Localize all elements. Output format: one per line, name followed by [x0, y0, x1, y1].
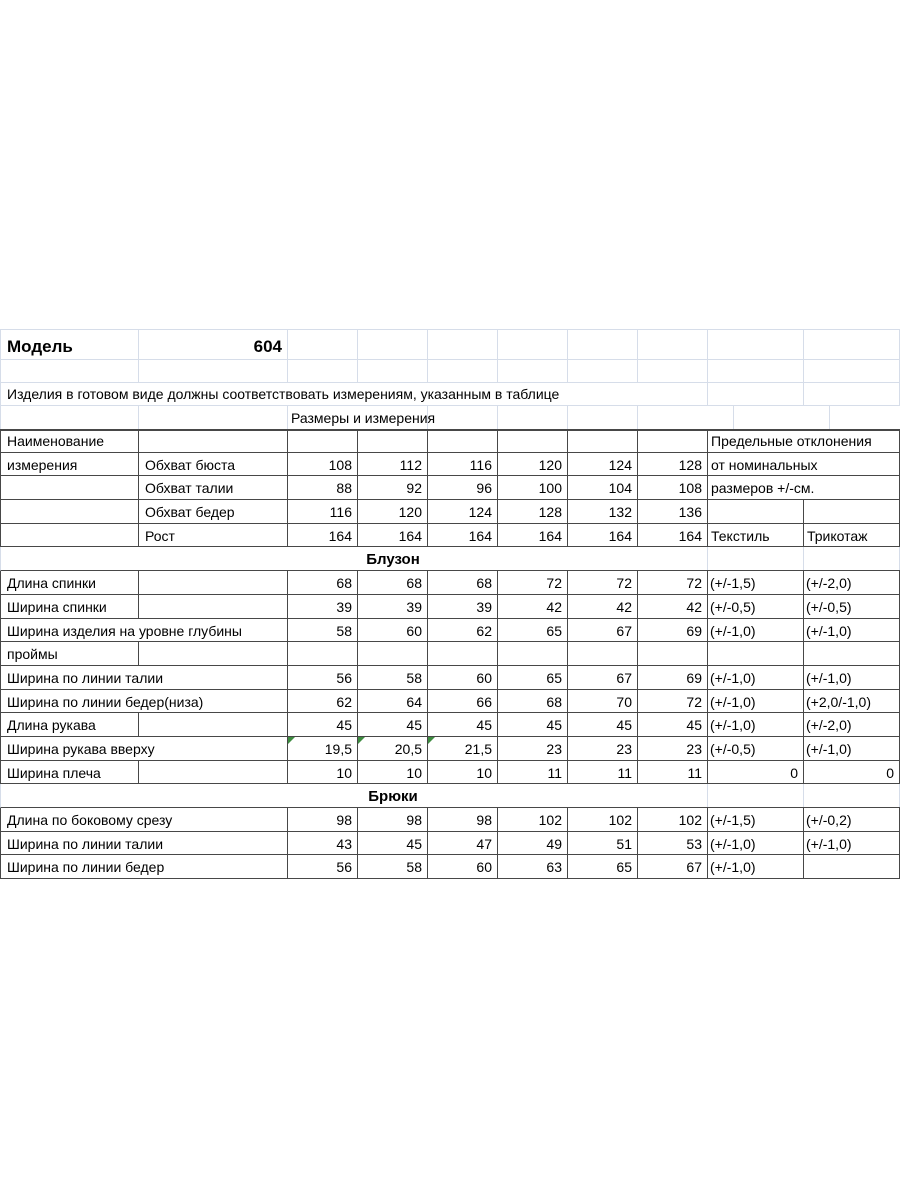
measurement-value-cell: 11	[638, 761, 708, 784]
size-value-cell: 100	[498, 476, 568, 499]
tolerance-textile-cell: (+/-1,5)	[708, 571, 804, 594]
size-value-cell: 128	[638, 453, 708, 476]
measurement-value-cell: 42	[638, 595, 708, 618]
tolerance-textile-cell: (+/-1,0)	[708, 855, 804, 878]
size-value-cell: 116	[288, 500, 358, 523]
measurement-value-cell: 42	[498, 595, 568, 618]
header-name-cell	[1, 524, 139, 547]
measurement-value-cell: 67	[568, 619, 638, 642]
empty-cell	[804, 330, 900, 359]
empty-cell	[804, 784, 900, 807]
tolerance-knitwear-cell: (+/-0,5)	[804, 595, 900, 618]
empty-cell	[638, 360, 708, 382]
table-row	[0, 666, 900, 690]
measurement-label: Длина рукава	[1, 713, 139, 736]
model-label: Модель	[1, 330, 139, 359]
empty-cell	[288, 431, 358, 452]
size-value-cell: 92	[358, 476, 428, 499]
size-header-row	[0, 524, 900, 548]
size-value-cell: 112	[358, 453, 428, 476]
measurement-value-cell: 102	[498, 808, 568, 831]
measurement-value-cell: 65	[498, 666, 568, 689]
measurement-label: Ширина по линии талии	[1, 666, 288, 689]
empty-cell	[708, 360, 804, 382]
header-name-cell: Наименование	[1, 431, 139, 452]
measurement-value-cell: 98	[288, 808, 358, 831]
measurement-label: Ширина по линии бедер	[1, 855, 288, 878]
measurement-label: проймы	[1, 642, 139, 665]
measurement-value-cell: 39	[358, 595, 428, 618]
empty-cell	[804, 500, 900, 523]
empty-cell	[568, 360, 638, 382]
tolerance-knitwear-cell	[804, 855, 900, 878]
section-header-row	[0, 547, 900, 571]
cell-flag-green-triangle-icon	[288, 737, 295, 744]
empty-cell	[1, 547, 288, 570]
measurement-label: Длина по боковому срезу	[1, 808, 288, 831]
size-chart-sheet	[0, 329, 900, 879]
measurement-label: Ширина спинки	[1, 595, 139, 618]
empty-cell	[498, 360, 568, 382]
empty-row	[0, 360, 900, 383]
intro-text: Изделия в готовом виде должны соответствовать измерениям, указанным в таблице	[1, 383, 708, 405]
empty-cell	[139, 571, 288, 594]
measurement-value-cell: 56	[288, 666, 358, 689]
size-value-cell: 108	[288, 453, 358, 476]
empty-cell	[139, 431, 288, 452]
sheet-body	[0, 429, 900, 879]
empty-cell	[638, 330, 708, 359]
empty-cell	[708, 383, 804, 405]
deviation-note-cell: Предельные отклонения	[708, 431, 900, 452]
tolerance-knitwear-cell: (+/-1,0)	[804, 619, 900, 642]
measurement-value-cell: 23	[568, 737, 638, 760]
measurement-label: Ширина рукава вверху	[1, 737, 288, 760]
size-value-cell: 164	[288, 524, 358, 547]
tolerance-textile-cell: (+/-1,0)	[708, 832, 804, 855]
tolerance-knitwear-cell: (+/-1,0)	[804, 666, 900, 689]
measurement-value-cell: 98	[428, 808, 498, 831]
empty-cell	[498, 784, 708, 807]
intro-row	[0, 383, 900, 406]
size-value-cell: 124	[428, 500, 498, 523]
measurement-value-cell: 68	[358, 571, 428, 594]
measurement-value-cell: 68	[428, 571, 498, 594]
size-header-row	[0, 453, 900, 477]
tolerance-knitwear-cell: (+/-1,0)	[804, 737, 900, 760]
deviation-note-cell: размеров +/-см.	[708, 476, 900, 499]
measurement-value-cell: 39	[288, 595, 358, 618]
empty-cell	[708, 784, 804, 807]
empty-cell	[139, 761, 288, 784]
measurement-value-cell: 67	[568, 666, 638, 689]
table-row	[0, 571, 900, 595]
empty-cell	[708, 547, 804, 570]
measurement-value-cell: 45	[638, 713, 708, 736]
tolerance-knitwear-cell: 0	[804, 761, 900, 784]
measurement-value-cell: 60	[428, 855, 498, 878]
measurement-value-cell: 58	[358, 855, 428, 878]
measurement-value-cell: 67	[638, 855, 708, 878]
empty-cell	[498, 330, 568, 359]
measurement-value-cell: 47	[428, 832, 498, 855]
empty-cell	[638, 406, 734, 429]
table-row	[0, 808, 900, 832]
measurement-value-cell	[428, 642, 498, 665]
size-value-cell: 164	[568, 524, 638, 547]
empty-cell	[498, 406, 568, 429]
size-row-label: Обхват бедер	[139, 500, 288, 523]
tolerance-knitwear-cell	[804, 642, 900, 665]
measurement-value-cell: 69	[638, 666, 708, 689]
empty-cell	[358, 431, 428, 452]
measurement-value-cell: 56	[288, 855, 358, 878]
size-value-cell: 108	[638, 476, 708, 499]
size-value-cell: 164	[498, 524, 568, 547]
empty-cell	[734, 406, 830, 429]
section-title: Блузон	[366, 551, 420, 569]
size-row-label: Обхват бюста	[139, 453, 288, 476]
empty-cell	[428, 330, 498, 359]
measurement-value-cell: 66	[428, 690, 498, 713]
table-row	[0, 690, 900, 714]
size-value-cell: 136	[638, 500, 708, 523]
size-row-label: Рост	[139, 524, 288, 547]
size-value-cell: 104	[568, 476, 638, 499]
empty-cell	[288, 360, 358, 382]
empty-cell	[1, 360, 139, 382]
empty-cell	[498, 547, 708, 570]
size-header-row	[0, 476, 900, 500]
tolerance-textile-cell: (+/-1,5)	[708, 808, 804, 831]
measurement-value-cell: 72	[498, 571, 568, 594]
measurement-value-cell: 68	[288, 571, 358, 594]
tolerance-knitwear-cell: (+/-2,0)	[804, 713, 900, 736]
measurement-value-cell: 65	[568, 855, 638, 878]
size-value-cell: 164	[428, 524, 498, 547]
empty-cell	[428, 431, 498, 452]
size-value-cell: 120	[498, 453, 568, 476]
cell-flag-green-triangle-icon	[358, 737, 365, 744]
empty-cell	[804, 360, 900, 382]
size-value-cell: 124	[568, 453, 638, 476]
size-row-label: Обхват талии	[139, 476, 288, 499]
table-row	[0, 619, 900, 643]
tolerance-knitwear-cell: (+2,0/-1,0)	[804, 690, 900, 713]
empty-cell	[804, 383, 900, 405]
empty-cell	[288, 330, 358, 359]
measurement-value-cell: 58	[288, 619, 358, 642]
empty-cell	[139, 713, 288, 736]
measurement-value-cell: 11	[498, 761, 568, 784]
measurement-value-cell: 62	[288, 690, 358, 713]
measurement-value-cell: 69	[638, 619, 708, 642]
deviation-note-cell: от номинальных	[708, 453, 900, 476]
measurement-value-cell: 102	[568, 808, 638, 831]
measurement-value-cell: 49	[498, 832, 568, 855]
measurement-value-cell: 39	[428, 595, 498, 618]
empty-cell	[638, 431, 708, 452]
table-row	[0, 595, 900, 619]
measurement-value-cell: 11	[568, 761, 638, 784]
measurement-value-cell	[358, 642, 428, 665]
empty-cell	[1, 784, 288, 807]
measurement-value-cell	[568, 642, 638, 665]
measurement-value-cell: 63	[498, 855, 568, 878]
empty-cell	[428, 360, 498, 382]
tolerance-textile-cell: 0	[708, 761, 804, 784]
measurement-value-cell: 68	[498, 690, 568, 713]
measurement-value-cell: 65	[498, 619, 568, 642]
measurement-value-cell: 72	[638, 571, 708, 594]
measurement-value-cell: 23	[638, 737, 708, 760]
model-row	[0, 329, 900, 360]
measurement-value-cell: 98	[358, 808, 428, 831]
subtitle-row	[0, 406, 900, 429]
empty-cell	[804, 547, 900, 570]
measurement-label: Ширина изделия на уровне глубины	[1, 619, 288, 642]
table-row	[0, 642, 900, 666]
tolerance-textile-cell: (+/-1,0)	[708, 713, 804, 736]
measurement-value-cell	[288, 642, 358, 665]
tolerance-textile-cell: (+/-1,0)	[708, 666, 804, 689]
measurement-value-cell: 42	[568, 595, 638, 618]
table-row	[0, 832, 900, 856]
measurement-label: Ширина плеча	[1, 761, 139, 784]
empty-cell	[428, 406, 498, 429]
measurement-value-cell: 45	[358, 713, 428, 736]
size-value-cell: 128	[498, 500, 568, 523]
tolerance-textile-cell: (+/-1,0)	[708, 619, 804, 642]
empty-cell	[139, 595, 288, 618]
tolerance-textile-cell: (+/-1,0)	[708, 690, 804, 713]
measurement-value-cell	[638, 642, 708, 665]
empty-cell	[708, 500, 804, 523]
measurement-value-cell: 45	[288, 713, 358, 736]
empty-cell	[139, 406, 288, 429]
table-row	[0, 737, 900, 761]
measurement-value-cell: 53	[638, 832, 708, 855]
table-row	[0, 855, 900, 879]
empty-cell	[358, 330, 428, 359]
measurement-value-cell: 62	[428, 619, 498, 642]
table-row	[0, 713, 900, 737]
tolerance-textile-cell: (+/-0,5)	[708, 737, 804, 760]
measurement-value-cell: 10	[358, 761, 428, 784]
tolerance-knitwear-cell: (+/-2,0)	[804, 571, 900, 594]
section-header-row	[0, 784, 900, 808]
empty-cell	[139, 360, 288, 382]
size-value-cell: 88	[288, 476, 358, 499]
measurement-value-cell: 21,5	[428, 737, 498, 760]
measurement-label: Ширина по линии талии	[1, 832, 288, 855]
measurement-value-cell: 60	[358, 619, 428, 642]
empty-cell	[1, 406, 139, 429]
header-name-cell: измерения	[1, 453, 139, 476]
empty-cell	[358, 360, 428, 382]
cell-flag-green-triangle-icon	[428, 737, 435, 744]
measurement-value-cell: 43	[288, 832, 358, 855]
empty-cell	[139, 642, 288, 665]
empty-cell	[568, 406, 638, 429]
size-value-cell: 164	[358, 524, 428, 547]
measurement-value-cell: 45	[358, 832, 428, 855]
material-column-textile: Текстиль	[708, 524, 804, 547]
measurement-value-cell: 70	[568, 690, 638, 713]
empty-cell	[708, 330, 804, 359]
measurement-value-cell: 51	[568, 832, 638, 855]
measurement-value-cell: 45	[498, 713, 568, 736]
measurement-value-cell: 102	[638, 808, 708, 831]
measurement-value-cell: 10	[428, 761, 498, 784]
tolerance-textile-cell	[708, 642, 804, 665]
measurement-value-cell: 72	[568, 571, 638, 594]
measurement-value-cell: 64	[358, 690, 428, 713]
table-row	[0, 761, 900, 785]
size-header-row	[0, 500, 900, 524]
measurement-value-cell: 23	[498, 737, 568, 760]
size-value-cell: 132	[568, 500, 638, 523]
measurement-value-cell: 45	[428, 713, 498, 736]
measurement-label: Ширина по линии бедер(низа)	[1, 690, 288, 713]
size-value-cell: 116	[428, 453, 498, 476]
header-name-cell	[1, 500, 139, 523]
model-number: 604	[139, 330, 288, 359]
material-column-knitwear: Трикотаж	[804, 524, 900, 547]
measurement-value-cell: 20,5	[358, 737, 428, 760]
header-name-cell	[1, 476, 139, 499]
table-header-row	[0, 429, 900, 453]
tolerance-knitwear-cell: (+/-0,2)	[804, 808, 900, 831]
tolerance-knitwear-cell: (+/-1,0)	[804, 832, 900, 855]
table-subtitle: Размеры и измерения	[288, 406, 428, 429]
empty-cell	[568, 431, 638, 452]
section-title: Брюки	[368, 788, 418, 806]
empty-cell	[568, 330, 638, 359]
empty-cell	[498, 431, 568, 452]
size-value-cell: 96	[428, 476, 498, 499]
measurement-value-cell: 72	[638, 690, 708, 713]
tolerance-textile-cell: (+/-0,5)	[708, 595, 804, 618]
measurement-label: Длина спинки	[1, 571, 139, 594]
measurement-value-cell: 60	[428, 666, 498, 689]
size-value-cell: 164	[638, 524, 708, 547]
measurement-value-cell: 58	[358, 666, 428, 689]
size-value-cell: 120	[358, 500, 428, 523]
measurement-value-cell: 19,5	[288, 737, 358, 760]
measurement-value-cell: 10	[288, 761, 358, 784]
measurement-value-cell: 45	[568, 713, 638, 736]
measurement-value-cell	[498, 642, 568, 665]
